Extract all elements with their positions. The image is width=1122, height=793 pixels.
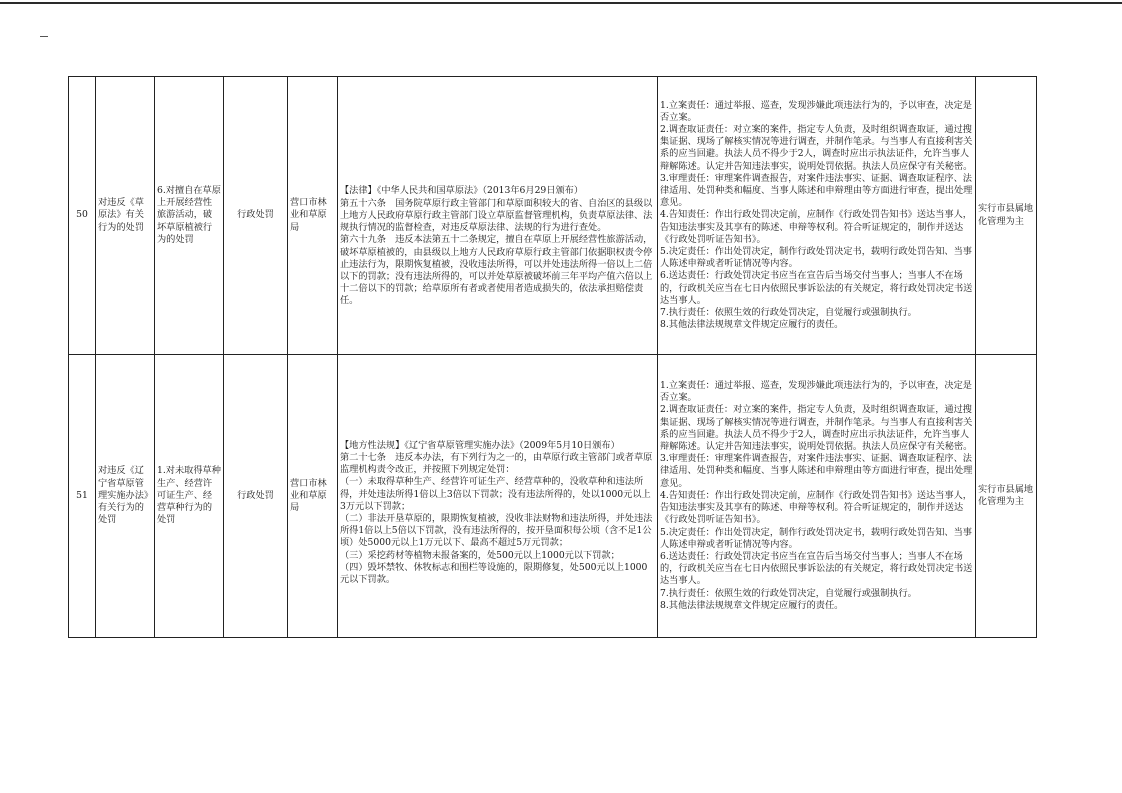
item-name: 对违反《辽宁省草原管理实施办法》有关行为的处罚 xyxy=(96,355,155,638)
row-number: 51 xyxy=(69,355,96,638)
power-type: 行政处罚 xyxy=(224,355,288,638)
legal-basis-text: 【地方性法规】《辽宁省草原管理实施办法》（2009年5月10日颁布） 第二十七条 违反本办法，有下列行为之一的，由草原行政主管部门或者草原监理机构责令改正，并按照下列规定处罚： （一）未取得草种生产、经营许可证生产、经营草种的，没收草种和违法所得，并处违法所得1倍以上3倍以下罚款；没有违法所得的，处以1000元以上3万元以下罚款； （二）非法开垦草原的，限期恢复植被，没收非法财物和违法所得，并处违法所得1倍以上5倍以下罚款，没有违法所得的，按开垦面积每公顷（含不足1公顷）处5000元以上1万元以下、最高不超过5万元罚款； （三）采挖药材等植物未报备案的，处500元以上1000元以下罚款； （四）毁坏禁牧、休牧标志和围栏等设施的，限期修复，处500元以上1000元以下罚款。 xyxy=(340,439,653,586)
responsibility-list: 1.立案责任：通过举报、巡查，发现涉嫌此项违法行为的，予以审查，决定是否立案。 2.调查取证责任：对立案的案件，指定专人负责，及时组织调查取证，通过搜集证据、现场了解核实情况等进行调查，并制作笔录。与当事人有直接利害关系的应当回避。执法人员不得少于2人，调查时应出示执法证件，允许当事人辩解陈述。认定并告知违法事实，说明处罚依据。执法人员应保守有关秘密。 3.审理责任：审理案件调查报告，对案件违法事实、证据、调查取证程序、法律适用、处罚种类和幅度、当事人陈述和申辩理由等方面进行审查，提出处理意见。 4.告知责任：作出行政处罚决定前，应制作《行政处罚告知书》送达当事人，告知违法事实及其享有的陈述、申辩等权利。符合听证规定的，制作并送达《行政处罚听证告知书》。 5.决定责任：作出处罚决定，制作行政处罚决定书，载明行政处罚告知、当事人陈述申辩或者听证情况等内容。 6.送达责任：行政处罚决定书应当在宣告后当场交付当事人；当事人不在场的，行政机关应当在七日内依照民事诉讼法的有关规定，将行政处罚决定书送达当事人。 7.执行责任：依照生效的行政处罚决定，自觉履行或强制执行。 8.其他法律法规规章文件规定应履行的责任。 xyxy=(658,355,976,638)
power-type: 行政处罚 xyxy=(224,77,288,355)
legal-basis xyxy=(338,77,658,355)
power-list-table xyxy=(68,76,1037,638)
sub-item: 6.对擅自在草原上开展经营性旅游活动，破坏草原植被行为的处罚 xyxy=(155,77,224,355)
scan-mark xyxy=(40,36,48,37)
responsibility-list: 1.立案责任：通过举报、巡查，发现涉嫌此项违法行为的，予以审查，决定是否立案。 2.调查取证责任：对立案的案件，指定专人负责，及时组织调查取证，通过搜集证据、现场了解核实情况等进行调查，并制作笔录。与当事人有直接利害关系的应当回避。执法人员不得少于2人，调查时应出示执法证件，允许当事人辩解陈述。认定并告知违法事实，说明处罚依据。执法人员应保守有关秘密。 3.审理责任：审理案件调查报告，对案件违法事实、证据、调查取证程序、法律适用、处罚种类和幅度、当事人陈述和申辩理由等方面进行审查，提出处理意见。 4.告知责任：作出行政处罚决定前，应制作《行政处罚告知书》送达当事人，告知违法事实及其享有的陈述、申辩等权利。符合听证规定的，制作并送达《行政处罚听证告知书》。 5.决定责任：作出处罚决定，制作行政处罚决定书，载明行政处罚告知、当事人陈述申辩或者听证情况等内容。 6.送达责任：行政处罚决定书应当在宣告后当场交付当事人；当事人不在场的，行政机关应当在七日内依照民事诉讼法的有关规定，将行政处罚决定书送达当事人。 7.执行责任：依照生效的行政处罚决定，自觉履行或强制执行。 8.其他法律法规规章文件规定应履行的责任。 xyxy=(658,77,976,355)
row-number: 50 xyxy=(69,77,96,355)
top-border-line xyxy=(0,2,1122,4)
legal-basis xyxy=(338,355,658,638)
department: 营口市林业和草原局 xyxy=(288,77,338,355)
remark: 实行市县属地化管理为主 xyxy=(976,355,1037,638)
department: 营口市林业和草原局 xyxy=(288,355,338,638)
remark: 实行市县属地化管理为主 xyxy=(976,77,1037,355)
table-row xyxy=(69,355,1037,638)
legal-basis-text: 【法律】《中华人民共和国草原法》（2013年6月29日颁布） 第五十六条 国务院草原行政主管部门和草原面积较大的省、自治区的县级以上地方人民政府草原行政主管部门设立草原监督管理机构，负责草原法律、法规执行情况的监督检查，对违反草原法律、法规的行为进行查处。 第六十九条 违反本法第五十二条规定，擅自在草原上开展经营性旅游活动，破坏草原植被的，由县级以上地方人民政府草原行政主管部门依据职权责令停止违法行为，限期恢复植被，没收违法所得，可以并处违法所得一倍以上二倍以下的罚款；没有违法所得的，可以并处草原被破坏前三年平均产值六倍以上十二倍以下的罚款；给草原所有者或者使用者造成损失的，依法承担赔偿责任。 xyxy=(340,185,653,307)
item-name: 对违反《草原法》有关行为的处罚 xyxy=(96,77,155,355)
sub-item: 1.对未取得草种生产、经营许可证生产、经营草种行为的处罚 xyxy=(155,355,224,638)
table-row xyxy=(69,77,1037,355)
